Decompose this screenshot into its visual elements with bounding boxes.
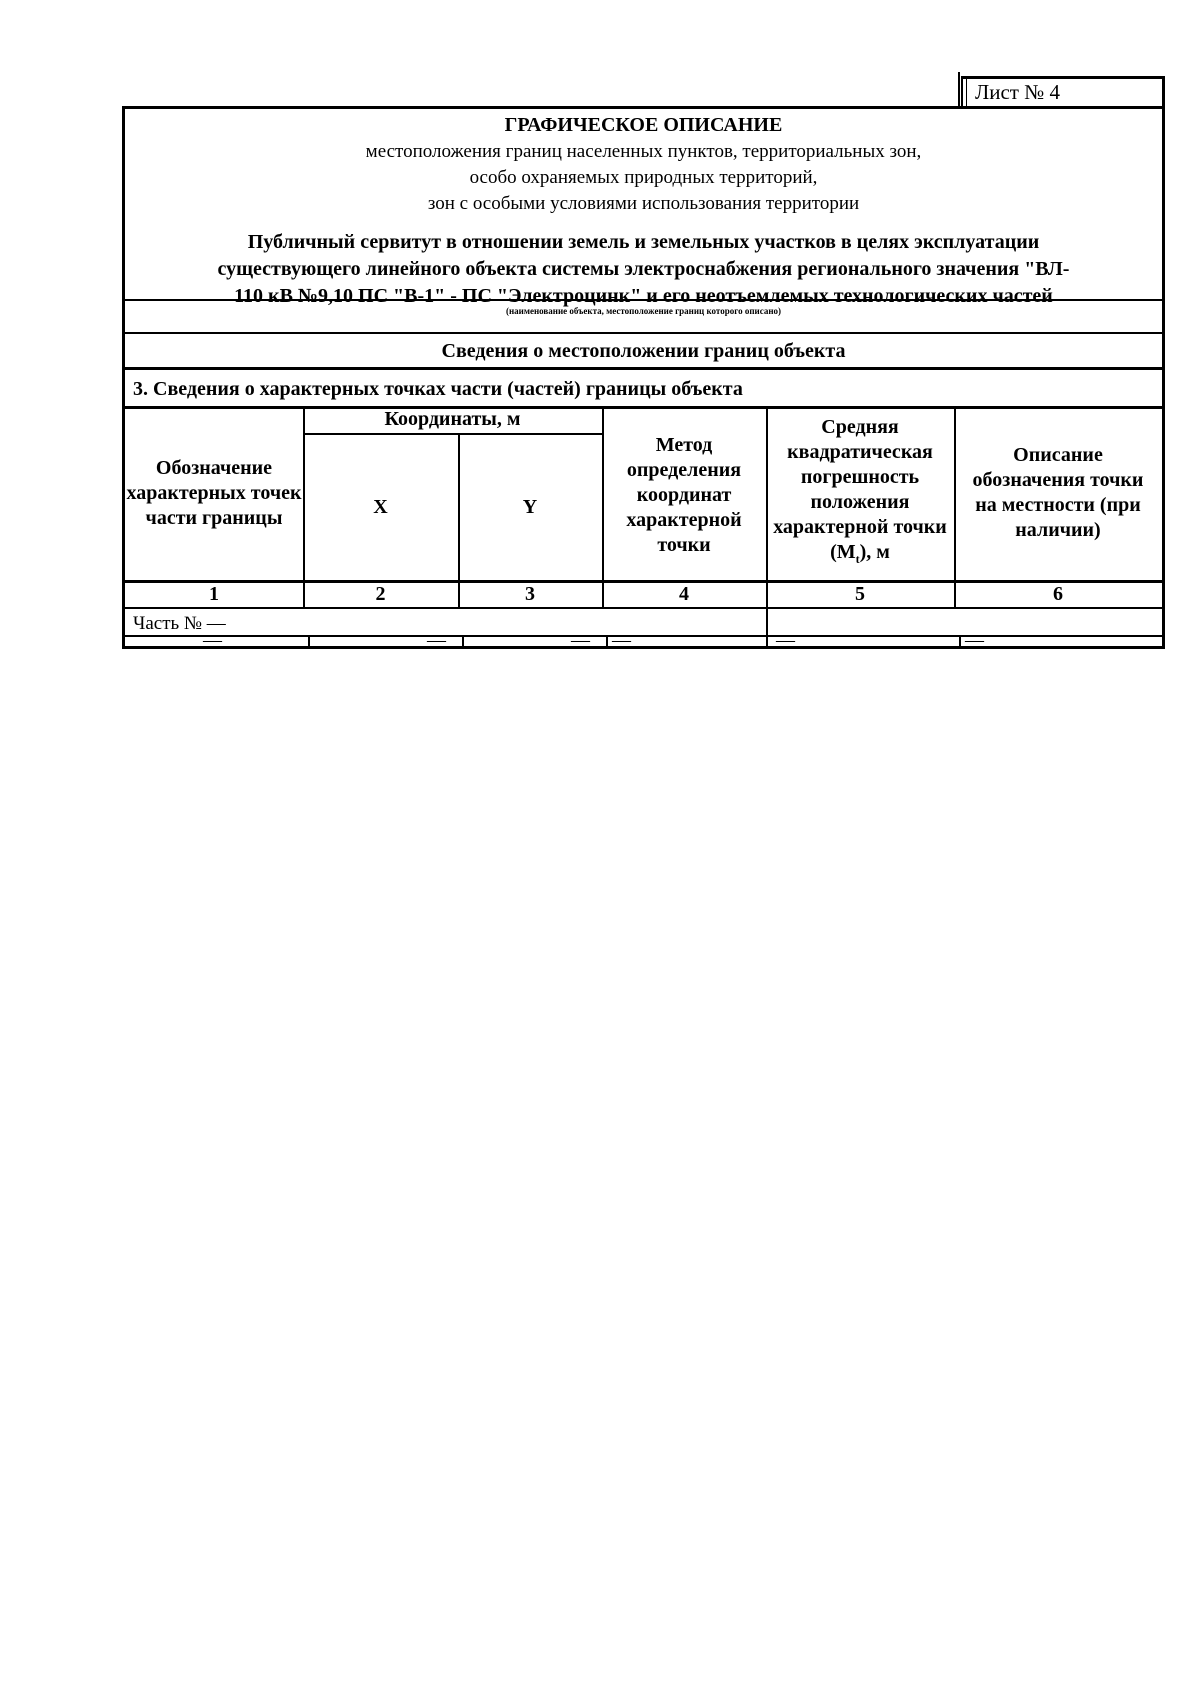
col-divider [766, 607, 768, 635]
header-designation: Обозначение характерных точек части границы [126, 456, 302, 529]
subtitle-line: зон с особыми условиями использования территории [427, 193, 860, 214]
subsection-title: 3. Сведения о характерных точках части (частей) границы объекта [133, 378, 743, 400]
sheet-box-double-line [966, 79, 967, 106]
row-accuracy: — [776, 630, 795, 651]
col-divider [954, 580, 956, 607]
row-y: — [571, 630, 590, 651]
object-name-line: существующего линейного объекта системы электроснабжения регионального значения "ВЛ- [217, 258, 1070, 280]
column-number: 4 [679, 583, 689, 605]
document-title: ГРАФИЧЕСКОЕ ОПИСАНИЕ [504, 114, 783, 136]
document-subtitle [125, 139, 1162, 217]
header-y: Y [522, 496, 538, 518]
object-name-caption: (наименование объекта, местоположение границ которого описано) [505, 306, 782, 316]
divider [125, 367, 1162, 370]
header-coordinates: Координаты, м [384, 408, 521, 430]
row-x: — [427, 630, 446, 651]
header-accuracy [766, 406, 954, 580]
object-name-line: 110 кВ №9,10 ПС "В-1" - ПС "Электроцинк" и его неотъемлемых технологических частей [234, 285, 1053, 307]
col-divider [462, 635, 464, 649]
col-divider [458, 580, 460, 607]
col-divider [959, 635, 961, 649]
col-divider [602, 580, 604, 607]
column-number: 6 [1053, 583, 1063, 605]
sheet-box-tick [958, 72, 960, 108]
header-x: X [373, 496, 388, 518]
col-divider [303, 580, 305, 607]
description-form [122, 106, 1165, 649]
subtitle-line: особо охраняемых природных территорий, [469, 167, 818, 188]
subtitle-line: местоположения границ населенных пунктов, территориальных зон, [365, 141, 922, 162]
part-label: Часть № — [133, 613, 226, 634]
column-number: 3 [525, 583, 535, 605]
section-title: Сведения о местоположении границ объекта [441, 340, 846, 362]
sheet-number-box [961, 76, 1165, 106]
column-number: 5 [855, 583, 865, 605]
divider [125, 635, 1162, 637]
col-divider [308, 635, 310, 649]
col-divider [766, 580, 768, 607]
object-name-underline [125, 299, 1162, 301]
divider [125, 332, 1162, 334]
accuracy-subscript: t [855, 551, 860, 566]
accuracy-unit: ), м [859, 540, 890, 563]
object-name-line: Публичный сервитут в отношении земель и земельных участков в целях эксплуатации [247, 231, 1040, 253]
column-number: 2 [375, 583, 386, 605]
header-description: Описание обозначения точки на местности (при наличии) [972, 444, 1144, 541]
row-method: — [612, 630, 631, 651]
col-divider [766, 635, 768, 649]
row-description: — [965, 630, 984, 651]
row-point-designation: — [203, 630, 222, 651]
column-number: 1 [209, 583, 219, 605]
object-name [125, 229, 1162, 310]
sheet-number-label: Лист № 4 [975, 80, 1061, 104]
col-divider [606, 635, 608, 649]
accuracy-label: Средняя квадратическая погрешность положения характерной точки (M [773, 415, 947, 563]
divider [125, 607, 1162, 609]
header-method: Метод определения координат характерной точки [626, 433, 742, 556]
